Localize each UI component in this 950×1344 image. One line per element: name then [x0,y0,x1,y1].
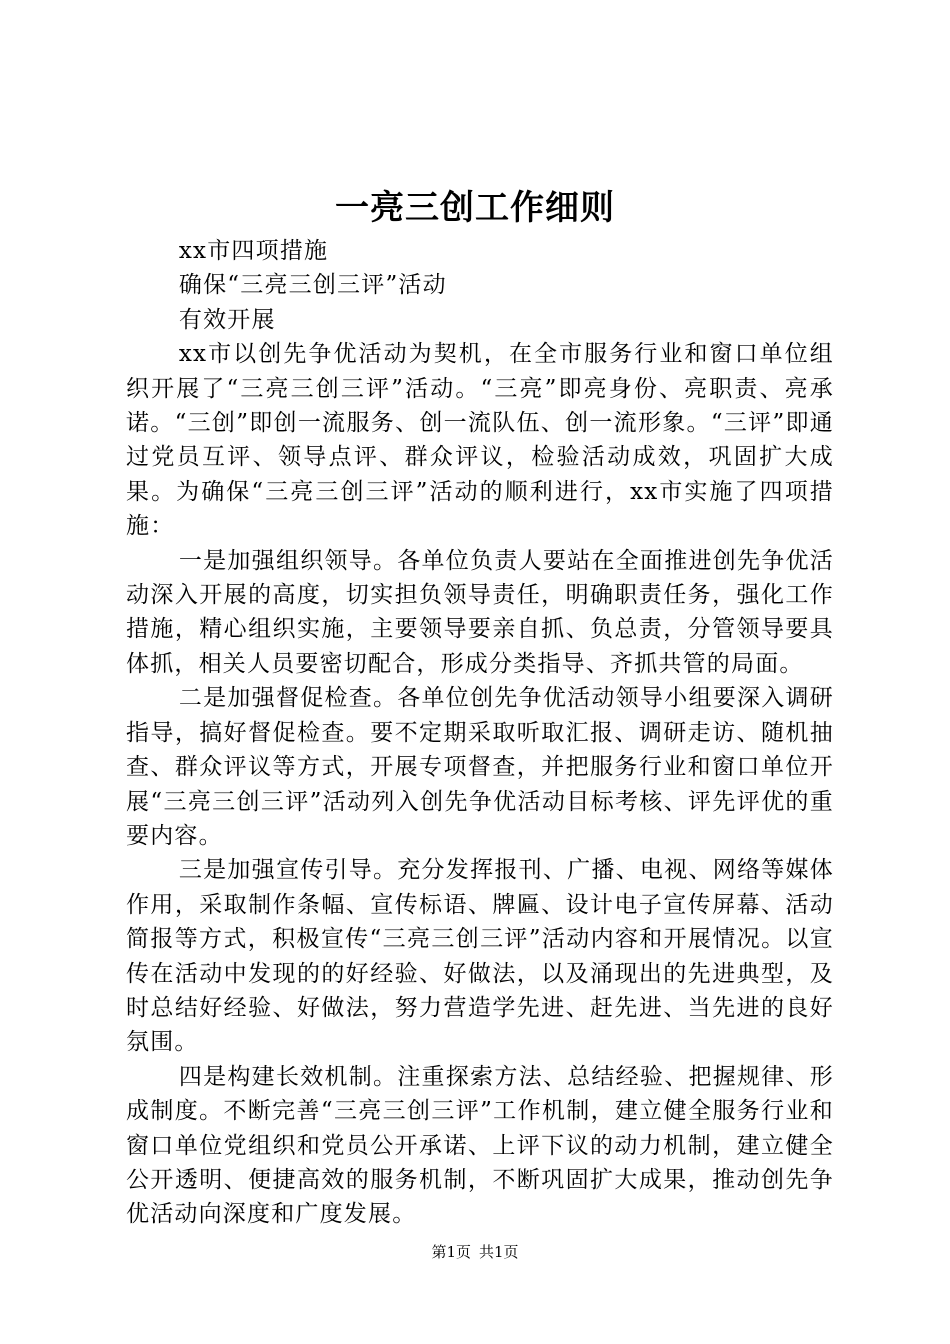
paragraph-measure-4: 四是构建长效机制。注重探索方法、总结经验、把握规律、形成制度。不断完善“三亮三创三评”工作机制，建立健全服务行业和窗口单位党组织和党员公开承诺、上评下议的动力机制，建立健全公开透明、便捷高效的服务机制，不断巩固扩大成果，推动创先争优活动向深度和广度发展。 [126,1063,834,1228]
paragraph-measure-3: 三是加强宣传引导。充分发挥报刊、广播、电视、网络等媒体作用，采取制作条幅、宣传标语、牌匾、设计电子宣传屏幕、活动简报等方式，积极宣传“三亮三创三评”活动内容和开展情况。以宣传在活动中发现的的好经验、好做法，以及涌现出的先进典型，及时总结好经验、好做法，努力营造学先进、赶先进、当先进的良好氛围。 [126,857,834,1056]
page-number: 第1页 [431,1243,471,1261]
paragraph-measure-1: 一是加强组织领导。各单位负责人要站在全面推进创先争优活动深入开展的高度，切实担负领导责任，明确职责任务，强化工作措施，精心组织实施，主要领导要亲自抓、负总责，分管领导要具体抓，相关人员要密切配合，形成分类指导、齐抓共管的局面。 [126,547,834,677]
paragraph-measure-2: 二是加强督促检查。各单位创先争优活动领导小组要深入调研指导，搞好督促检查。要不定期采取听取汇报、调研走访、随机抽查、群众评议等方式，开展专项督查，并把服务行业和窗口单位开展“三亮三创三评”活动列入创先争优活动目标考核、评先评优的重要内容。 [126,685,834,849]
paragraph-overview: xx市以创先争优活动为契机，在全市服务行业和窗口单位组织开展了“三亮三创三评”活动。“三亮”即亮身份、亮职责、亮承诺。“三创”即创一流服务、创一流队伍、创一流形象。“三评”即通过党员互评、领导点评、群众评议，检验活动成效，巩固扩大成果。为确保“三亮三创三评”活动的顺利进行，xx市实施了四项措施： [126,341,834,540]
intro-line: 确保“三亮三创三评”活动 [178,272,447,299]
page-footer [0,1242,950,1262]
intro-line: 有效开展 [178,306,276,333]
document-body [126,234,834,1232]
page-total: 共1页 [479,1243,519,1261]
document-title: 一亮三创工作细则 [335,188,615,228]
intro-line: xx市四项措施 [178,238,329,264]
